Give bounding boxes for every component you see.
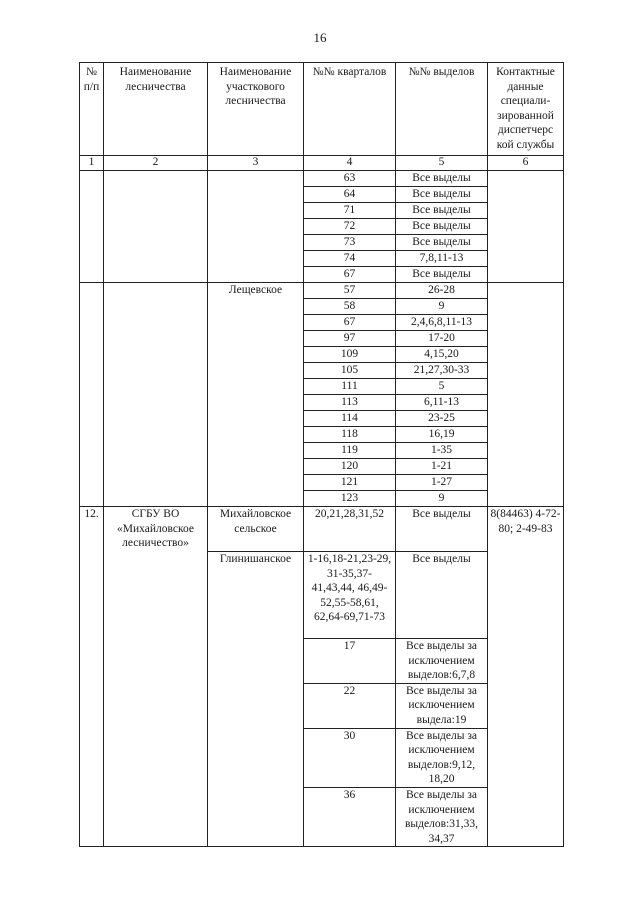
plot-cell: Все выделы — [396, 235, 488, 251]
quarter-plot-list — [304, 315, 488, 507]
empty-cell — [488, 171, 564, 283]
quarter-cell: 20,21,28,31,52 — [304, 507, 396, 552]
plot-cell: Все выделы за исключением выделов:31,33, 34,37 — [396, 787, 488, 846]
empty-cell — [488, 283, 564, 507]
list-item — [304, 331, 487, 347]
list-item — [304, 363, 487, 379]
plot-cell: Все выделы — [396, 219, 488, 235]
forestry-table — [79, 62, 564, 847]
col-number: 6 — [488, 156, 564, 171]
list-item — [304, 395, 487, 411]
quarter-plot-subtable — [304, 315, 487, 506]
quarter-cell: 111 — [304, 379, 396, 395]
plot-cell: Все выделы — [396, 187, 488, 203]
quarter-cell: 73 — [304, 235, 396, 251]
page-number: 16 — [313, 30, 327, 45]
quarter-cell: 97 — [304, 331, 396, 347]
quarter-cell: 74 — [304, 251, 396, 267]
plot-cell: 26-28 — [428, 284, 455, 296]
table-row — [80, 171, 564, 283]
plot-cell: 16,19 — [396, 427, 488, 443]
col-number: 1 — [80, 156, 104, 171]
quarter-cell: 72 — [304, 219, 396, 235]
quarter-cell: 113 — [304, 395, 396, 411]
quarter-cell: 58 — [304, 299, 396, 315]
list-item — [304, 411, 487, 427]
district-name-leshchevskoe: Лещевское — [208, 283, 304, 507]
quarter-cell: 30 — [304, 728, 396, 787]
forestry-name: СГБУ ВО «Михайловское лесничество» — [104, 507, 208, 847]
quarter-cell: 57 — [304, 283, 396, 299]
list-item — [304, 283, 487, 299]
plot-cell: 1-21 — [396, 459, 488, 475]
plot-cell: 21,27,30-33 — [396, 363, 488, 379]
quarter-cell: 22 — [304, 683, 396, 728]
list-item — [304, 443, 487, 459]
table-row — [80, 283, 564, 315]
plot-cell: Все выделы — [396, 552, 488, 639]
plot-cell: 23-25 — [396, 411, 488, 427]
list-item — [304, 347, 487, 363]
quarter-cell: 109 — [304, 347, 396, 363]
col-number: 4 — [304, 156, 396, 171]
header-contacts: Контактные данные специали-зированной диспетчерс кой службы — [488, 63, 564, 156]
quarter-plot-list — [304, 283, 488, 315]
list-item — [304, 475, 487, 491]
quarter-cell: 105 — [304, 363, 396, 379]
col-number: 2 — [104, 156, 208, 171]
plot-cell: 9 — [396, 299, 488, 315]
plot-cell: 4,15,20 — [396, 347, 488, 363]
col-number: 3 — [208, 156, 304, 171]
plot-cell: 9 — [396, 491, 488, 507]
list-item — [304, 491, 487, 507]
empty-cell — [208, 171, 304, 283]
district-name-glinishanskoe: Глинишанское — [208, 552, 304, 847]
list-item — [304, 379, 487, 395]
quarter-cell: 63 — [304, 171, 396, 187]
plot-cell: Все выделы за исключением выдела:19 — [396, 683, 488, 728]
plot-cell: 17-20 — [396, 331, 488, 347]
plot-cell: 6,11-13 — [396, 395, 488, 411]
quarter-cell: 123 — [304, 491, 396, 507]
list-item — [304, 459, 487, 475]
list-item — [304, 251, 487, 267]
plot-cell: Все выделы — [396, 267, 488, 283]
plot-cell: Все выделы — [412, 172, 471, 184]
list-item — [304, 299, 487, 315]
plot-cell: Все выделы за исключением выделов:6,7,8 — [396, 639, 488, 684]
empty-cell — [80, 171, 104, 283]
contact-info: 8(84463) 4-72-80; 2-49-83 — [488, 507, 564, 847]
list-item — [304, 203, 487, 219]
table-row — [80, 507, 564, 552]
quarter-cell: 36 — [304, 787, 396, 846]
quarter-cell: 71 — [304, 203, 396, 219]
header-quarters: №№ кварталов — [304, 63, 396, 156]
quarter-cell: 120 — [304, 459, 396, 475]
plot-cell: Все выделы за исключением выделов:9,12, 18,20 — [396, 728, 488, 787]
empty-cell — [104, 171, 208, 283]
quarter-plot-subtable — [304, 283, 487, 314]
quarter-cell: 17 — [304, 639, 396, 684]
entry-number: 12. — [80, 507, 104, 847]
list-item — [304, 267, 487, 283]
plot-cell: Все выделы — [396, 507, 488, 552]
column-number-row — [80, 156, 564, 171]
quarter-plot-subtable — [304, 171, 487, 282]
list-item — [304, 235, 487, 251]
header-row — [80, 63, 564, 156]
list-item — [304, 187, 487, 203]
plot-cell: 1-27 — [396, 475, 488, 491]
quarter-plot-list — [304, 171, 488, 283]
list-item — [304, 219, 487, 235]
header-plots: №№ выделов — [396, 63, 488, 156]
list-item — [304, 315, 487, 331]
empty-cell — [80, 283, 104, 507]
col-number: 5 — [396, 156, 488, 171]
quarter-cell: 67 — [304, 315, 396, 331]
quarter-cell: 64 — [304, 187, 396, 203]
list-item — [304, 171, 487, 187]
header-num: № п/п — [80, 63, 104, 156]
quarter-cell: 119 — [304, 443, 396, 459]
plot-cell: 2,4,6,8,11-13 — [411, 316, 472, 328]
plot-cell: 7,8,11-13 — [396, 251, 488, 267]
quarter-cell: 121 — [304, 475, 396, 491]
plot-cell: 5 — [396, 379, 488, 395]
quarter-cell: 114 — [304, 411, 396, 427]
header-district: Наименование участкового лесничества — [208, 63, 304, 156]
quarter-cell: 67 — [304, 267, 396, 283]
empty-cell — [104, 283, 208, 507]
plot-cell: 1-35 — [396, 443, 488, 459]
header-forestry: Наименование лесничества — [104, 63, 208, 156]
list-item — [304, 427, 487, 443]
plot-cell: Все выделы — [396, 203, 488, 219]
district-name-mikhailovskoe: Михайловское сельское — [208, 507, 304, 552]
quarter-cell: 118 — [304, 427, 396, 443]
quarter-cell: 1-16,18-21,23-29, 31-35,37-41,43,44, 46,49-52,55-58,61, 62,64-69,71-73 — [304, 552, 396, 639]
